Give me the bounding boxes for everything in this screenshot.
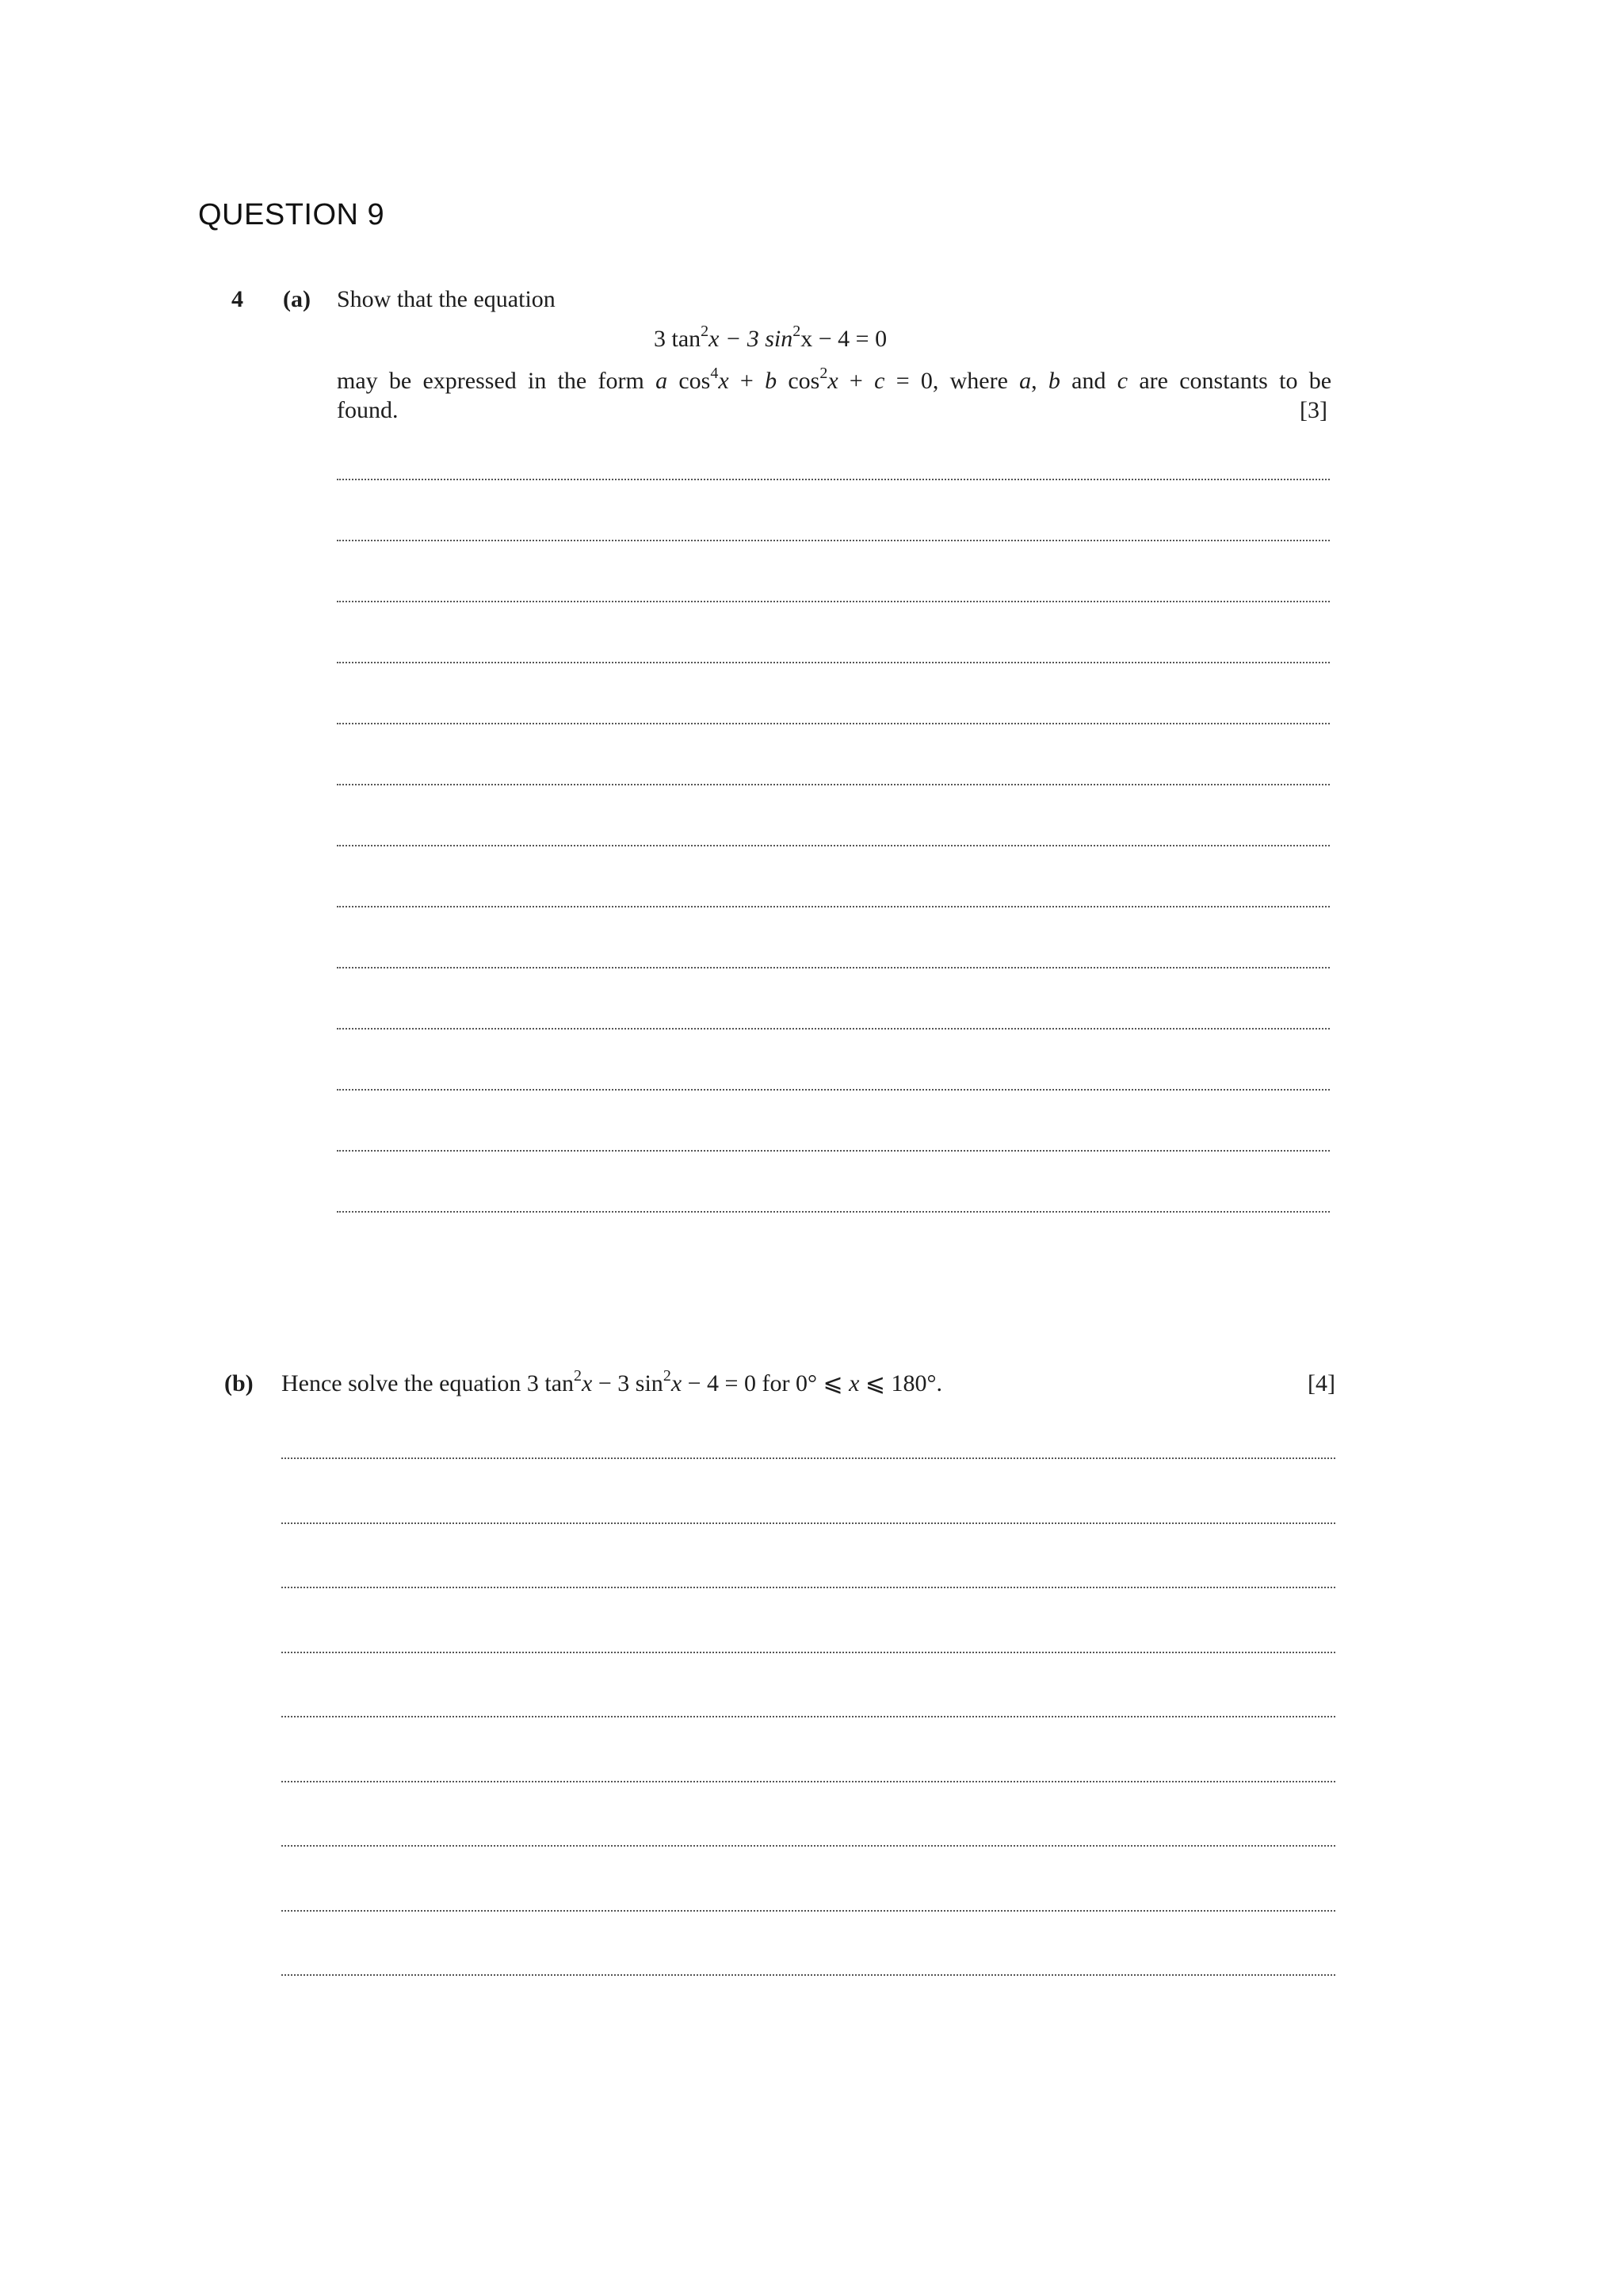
answer-line[interactable]	[281, 1974, 1335, 1976]
answer-line[interactable]	[337, 906, 1330, 907]
part-b-instruction: Hence solve the equation 3 $\tan^2x - 3$ $\sin^2x - 4 = 0$ for 0° ⩽ x ⩽ 180°.	[281, 1367, 943, 1396]
answer-line[interactable]	[281, 1845, 1335, 1847]
part-a-marks: [3]	[1300, 397, 1327, 423]
answer-line[interactable]	[337, 784, 1330, 785]
answer-line[interactable]	[281, 1716, 1335, 1717]
answer-line[interactable]	[337, 723, 1330, 724]
answer-line[interactable]	[337, 540, 1330, 541]
answer-line[interactable]	[281, 1781, 1335, 1782]
answer-line[interactable]	[337, 1211, 1330, 1213]
question-number: 4	[231, 286, 243, 312]
answer-line[interactable]	[281, 1910, 1335, 1912]
equation: 3 $\tan^2x - 3$ $\sin^2x - 4 = 0$	[654, 323, 888, 352]
answer-line[interactable]	[337, 601, 1330, 602]
part-b-marks: [4]	[1308, 1370, 1335, 1396]
answer-line[interactable]	[337, 1028, 1330, 1030]
answer-line[interactable]	[337, 845, 1330, 846]
answer-line[interactable]	[281, 1522, 1335, 1524]
answer-line[interactable]	[337, 967, 1330, 968]
answer-line[interactable]	[281, 1457, 1335, 1459]
answer-line[interactable]	[337, 479, 1330, 480]
answer-line[interactable]	[337, 662, 1330, 663]
answer-line[interactable]	[281, 1587, 1335, 1588]
question-heading: QUESTION 9	[198, 198, 385, 231]
answer-line[interactable]	[281, 1652, 1335, 1653]
part-a-label: (a)	[283, 286, 311, 312]
answer-line[interactable]	[337, 1150, 1330, 1152]
part-a-instruction-continued: found.	[337, 397, 399, 423]
answer-line[interactable]	[337, 1089, 1330, 1091]
part-b-label: (b)	[224, 1370, 254, 1396]
part-a-intro: Show that the equation	[337, 286, 556, 312]
part-a-instruction: may be expressed in the form a $\cos^4x + b$ $\cos^2x + c = 0$, where a, b and c are constants to be	[337, 365, 1332, 394]
